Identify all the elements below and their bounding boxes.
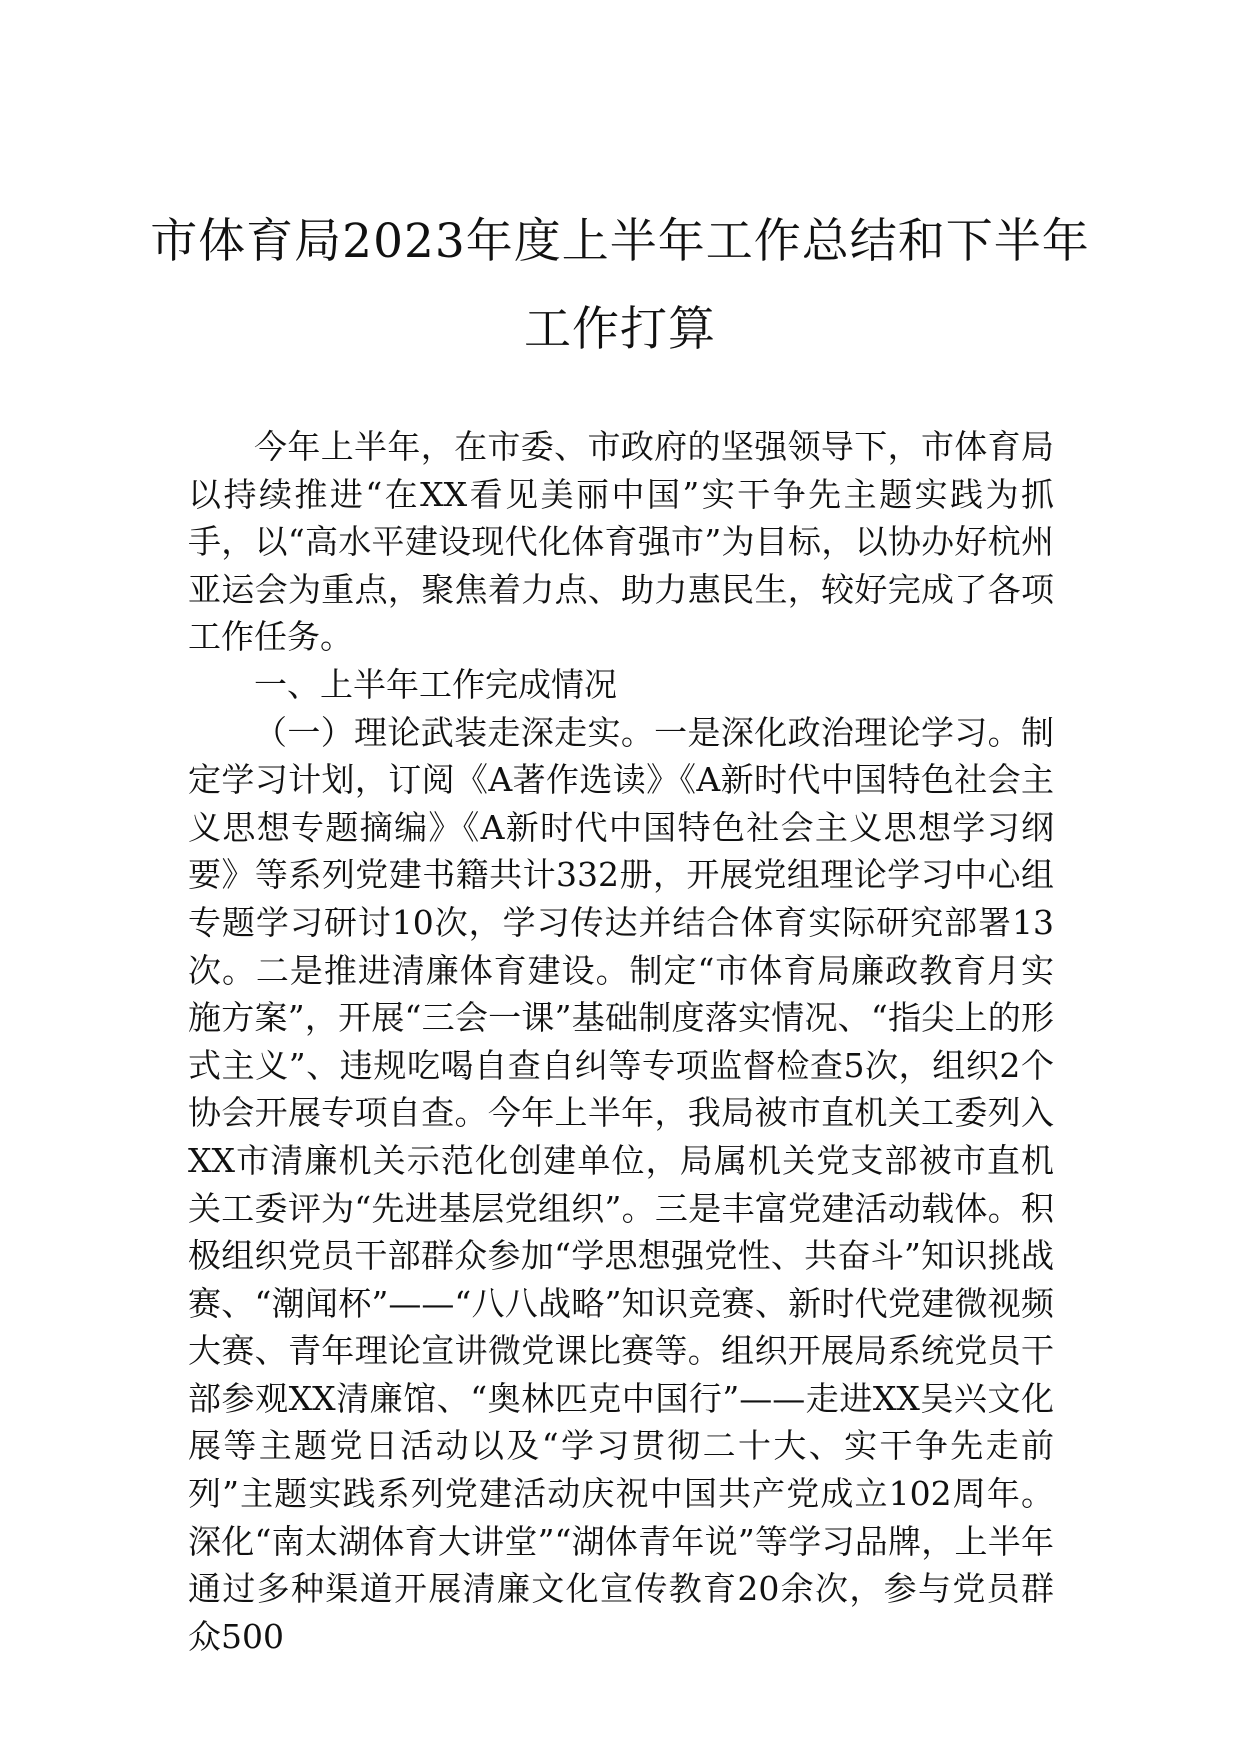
intro-paragraph: 今年上半年，在市委、市政府的坚强领导下，市体育局以持续推进“在XX看见美丽中国”实干争先主题实践为抓手，以“高水平建设现代化体育强市”为目标，以协办好杭州亚运会为重点，聚焦着力点、助力惠民生，较好完成了各项工作任务。 — [188, 427, 1054, 657]
document-title: 市体育局2023年度上半年工作总结和下半年工作打算 — [150, 214, 1090, 357]
body-paragraph: （一）理论武装走深走实。一是深化政治理论学习。制定学习计划，订阅《A著作选读》《A新时代中国特色社会主义思想专题摘编》《A新时代中国特色社会主义思想学习纲要》等系列党建书籍共计332册，开展党组理论学习中心组专题学习研讨10次，学习传达并结合体育实际研究部署13次。二是推进清廉体育建设。制定“市体育局廉政教育月实施方案”，开展“三会一课”基础制度落实情况、“指尖上的形式主义”、违规吃喝自查自纠等专项监督检查5次，组织2个协会开展专项自查。今年上半年，我局被市直机关工委列入XX市清廉机关示范化创建单位，局属机关党支部被市直机关工委评为“先进基层党组织”。三是丰富党建活动载体。积极组织党员干部群众参加“学思想强党性、共奋斗”知识挑战赛、“潮闻杯”——“八八战略”知识竞赛、新时代党建微视频大赛、青年理论宣讲微党课比赛等。组织开展局系统党员干部参观XX清廉馆、“奥林匹克中国行”——走进XX吴兴文化展等主题党日活动以及“学习贯彻二十大、实干争先走前列”主题实践系列党建活动庆祝中国共产党成立102周年。深化“南太湖体育大讲堂”“湖体青年说”等学习品牌，上半年通过多种渠道开展清廉文化宣传教育20余次，参与党员群众500 — [188, 712, 1054, 1656]
document-body — [188, 423, 1054, 1660]
section-heading: 一、上半年工作完成情况 — [254, 664, 617, 704]
